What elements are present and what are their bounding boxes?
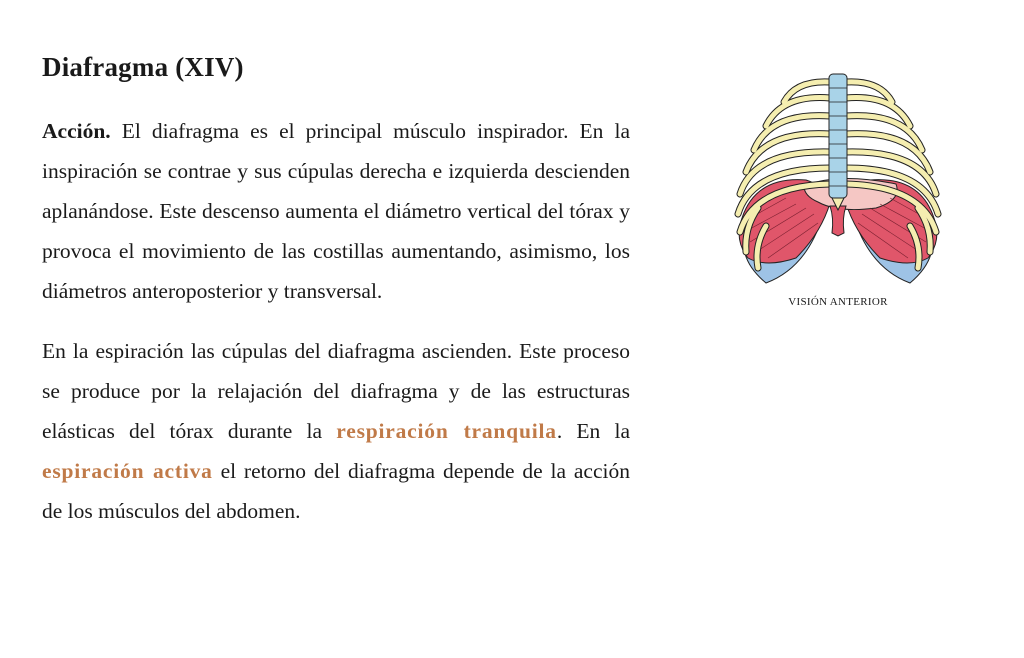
page-title: Diafragma (XIV) bbox=[42, 52, 244, 82]
figure-caption: VISIÓN ANTERIOR bbox=[788, 296, 888, 308]
paragraph-expiration bbox=[42, 331, 630, 531]
expiration-text-3: el retorno del diafragma depende de la acción de los músculos del abdomen. bbox=[42, 459, 630, 523]
body-text bbox=[42, 111, 630, 531]
term-active-expiration: espiración activa bbox=[42, 459, 213, 483]
diaphragm-illustration bbox=[726, 68, 950, 318]
ribcage-diagram bbox=[726, 68, 950, 298]
paragraph-action bbox=[42, 111, 630, 311]
action-text: El diafragma es el principal músculo inspirador. En la inspiración se contrae y sus cúpulas derecha e izquierda descienden aplanándose. Este descenso aumenta el diámetro vertical del tórax y provoca el movimiento de las costillas aumentando, asimismo, los diámetros anteroposterior y transversal. bbox=[42, 119, 630, 303]
expiration-text-1: En la espiración las cúpulas del diafragma ascienden. Este proceso se produce por la relajación del diafragma y de las estructuras elásticas del tórax durante la bbox=[42, 339, 630, 443]
sternum bbox=[829, 74, 847, 198]
term-quiet-breathing: respiración tranquila bbox=[336, 419, 557, 443]
action-label: Acción. bbox=[42, 119, 111, 143]
expiration-text-2: . En la bbox=[556, 419, 630, 443]
